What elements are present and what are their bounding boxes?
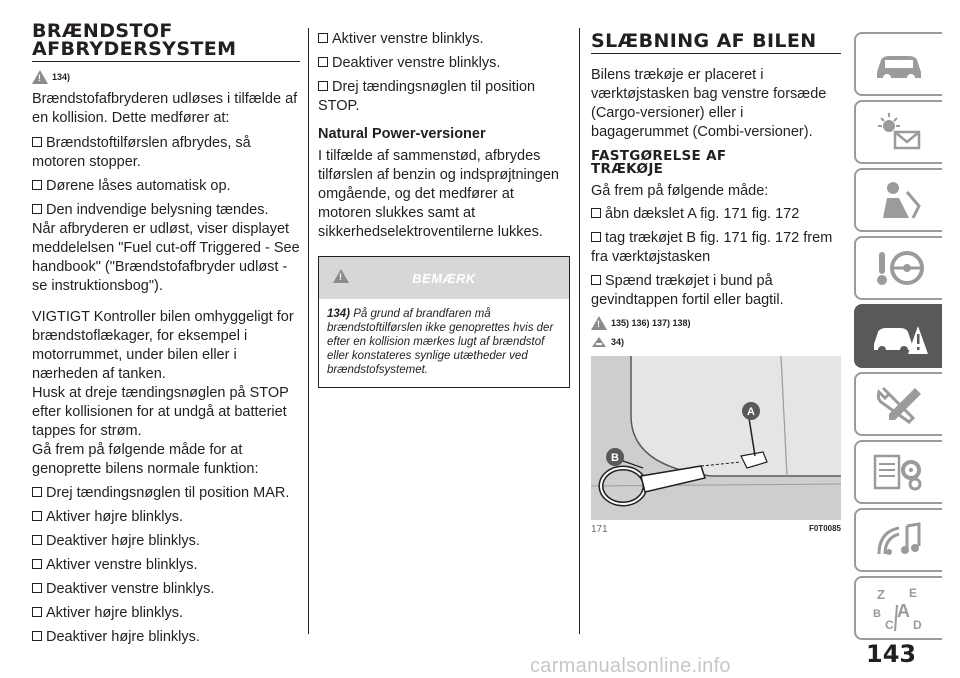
list-item: Drej tændingsnøglen til position STOP.: [318, 79, 536, 114]
tab-multimedia[interactable]: [854, 508, 942, 572]
tab-warning-lights[interactable]: [854, 100, 942, 164]
restore-paragraph: Gå frem på følgende måde for at genoprette bilens normale funktion:: [32, 442, 259, 477]
warning-lights-icon: [869, 110, 929, 154]
caution-ref: 34): [591, 336, 841, 348]
subsection-heading: Natural Power-versioner: [318, 126, 486, 142]
left-column: [32, 22, 300, 652]
list-item: Aktiver venstre blinklys.: [32, 556, 300, 575]
subsection-heading-line1: FASTGØRELSE AF: [591, 148, 727, 164]
warning-triangle-icon: !: [32, 70, 48, 84]
checkbox-bullet-icon: [32, 559, 42, 569]
intro-paragraph: Brændstofafbryderen udløses i tilfælde af en kollision. Dette medfører at:: [32, 91, 298, 126]
checkbox-bullet-icon: [32, 583, 42, 593]
section-title-line1: BRÆNDSTOF: [32, 20, 173, 42]
list-item: Dørene låses automatisk op.: [32, 177, 300, 196]
technical-data-icon: [869, 450, 929, 494]
battery-paragraph: Husk at dreje tændingsnøglen på STOP efter kollisionen for at undgå at batteriet tappes for strøm.: [32, 385, 289, 439]
warning-ref: ! 134): [32, 70, 300, 84]
checkbox-bullet-icon: [318, 33, 328, 43]
tow-hook-illustration: [591, 356, 841, 520]
svg-text:C: C: [885, 618, 894, 632]
note-title: BEMÆRK: [412, 270, 476, 286]
page-number: 143: [866, 640, 917, 668]
list-item: åbn dækslet A fig. 171 fig. 172: [591, 205, 841, 224]
checkbox-bullet-icon: [318, 81, 328, 91]
section-title: SLÆBNING AF BILEN: [591, 32, 841, 54]
column-divider: [579, 28, 580, 634]
tab-index[interactable]: [854, 576, 942, 640]
list-item: Drej tændingsnøglen til position MAR.: [32, 484, 300, 503]
multimedia-icon: [869, 518, 929, 562]
tow-hook-figure: [591, 356, 841, 520]
note-box: [318, 256, 570, 388]
chapter-tabs: [854, 32, 942, 644]
checkbox-bullet-icon: [32, 137, 42, 147]
natural-power-paragraph: I tilfælde af sammenstød, afbrydes tilførslen af benzin og indsprøjtningen omgående, og det medfører at motoren slukkes samt at sikkerhedselektroventilerne lukkes.: [318, 148, 559, 240]
caution-wrench-icon: [591, 336, 607, 348]
car-dashboard-icon: [869, 44, 929, 84]
svg-text:B: B: [873, 608, 881, 620]
checkbox-bullet-icon: [591, 275, 601, 285]
list-item: Den indvendige belysning tændes.: [32, 201, 300, 220]
display-message-paragraph: Når afbryderen er udløst, viser displayet meddelelsen "Fuel cut-off Triggered - See handbook" ("Brændstofafbryder udløst - se instruktionsbog").: [32, 221, 300, 294]
right-column: [591, 32, 841, 535]
index-icon: [869, 583, 929, 633]
list-item: Brændstoftilførslen afbrydes, så motoren stopper.: [32, 135, 251, 170]
checkbox-bullet-icon: [32, 487, 42, 497]
note-body: 134) På grund af brandfaren må brændstoftilførslen ikke genoprettes hvis der efter en kollision mærkes lugt af brændstof eller konstateres synlige utætheder ved brændstofsystemet.: [327, 308, 554, 376]
tab-maintenance[interactable]: [854, 372, 942, 436]
warning-refs: ! 135) 136) 137) 138): [591, 316, 841, 330]
starting-driving-icon: [869, 246, 929, 290]
towing-paragraph: Bilens trækøje er placeret i værktøjstasken bag venstre forsæde (Cargo-versioner) eller i bagagerummet (Combi-versioner).: [591, 67, 827, 140]
checkbox-bullet-icon: [32, 607, 42, 617]
list-item: Deaktiver venstre blinklys.: [32, 580, 300, 599]
tab-emergency[interactable]: [854, 304, 942, 368]
list-item: Spænd trækøjet i bund på gevindtappen fortil eller bagtil.: [591, 273, 784, 308]
checkbox-bullet-icon: [591, 208, 601, 218]
important-paragraph: VIGTIGT Kontroller bilen omhyggeligt for brændstoflækager, for eksempel i motorrummet, under bilen eller i nærheden af tanken.: [32, 309, 294, 382]
figure-label-a: A: [747, 406, 755, 418]
section-title-line2: AFBRYDERSYSTEM: [32, 40, 300, 62]
tab-safety[interactable]: [854, 168, 942, 232]
figure-code: F0T0085: [808, 524, 841, 533]
tab-technical-data[interactable]: [854, 440, 942, 504]
svg-text:E: E: [909, 586, 918, 600]
checkbox-bullet-icon: [32, 204, 42, 214]
checkbox-bullet-icon: [32, 631, 42, 641]
checkbox-bullet-icon: [32, 511, 42, 521]
list-item: Aktiver højre blinklys.: [32, 604, 300, 623]
list-item: Deaktiver højre blinklys.: [32, 628, 300, 647]
checkbox-bullet-icon: [32, 535, 42, 545]
emergency-icon: [868, 314, 930, 358]
procedure-paragraph: Gå frem på følgende måde:: [591, 183, 769, 199]
watermark: carmanualsonline.info: [530, 655, 731, 677]
figure-label-b: B: [611, 452, 619, 464]
checkbox-bullet-icon: [318, 57, 328, 67]
tab-starting-driving[interactable]: [854, 236, 942, 300]
warning-triangle-icon: !: [591, 316, 607, 330]
list-item: Aktiver højre blinklys.: [32, 508, 300, 527]
tab-car-dashboard[interactable]: [854, 32, 942, 96]
middle-column: [318, 30, 570, 388]
svg-text:A: A: [897, 601, 910, 621]
checkbox-bullet-icon: [591, 232, 601, 242]
list-item: Deaktiver højre blinklys.: [32, 532, 300, 551]
safety-icon: [869, 178, 929, 222]
checkbox-bullet-icon: [32, 180, 42, 190]
svg-text:Z: Z: [877, 587, 885, 602]
list-item: Aktiver venstre blinklys.: [318, 30, 570, 49]
column-divider: [308, 28, 309, 634]
note-header: [319, 257, 569, 299]
list-item: tag trækøjet B fig. 171 fig. 172 frem fra værktøjstasken: [591, 230, 833, 265]
figure-caption: [591, 524, 841, 535]
list-item: Deaktiver venstre blinklys.: [318, 54, 570, 73]
subsection-heading-line2: TRÆKØJE: [591, 161, 664, 177]
figure-number: 171: [591, 524, 608, 535]
warning-triangle-icon: !: [333, 269, 349, 283]
svg-text:D: D: [913, 618, 922, 632]
maintenance-icon: [869, 382, 929, 426]
